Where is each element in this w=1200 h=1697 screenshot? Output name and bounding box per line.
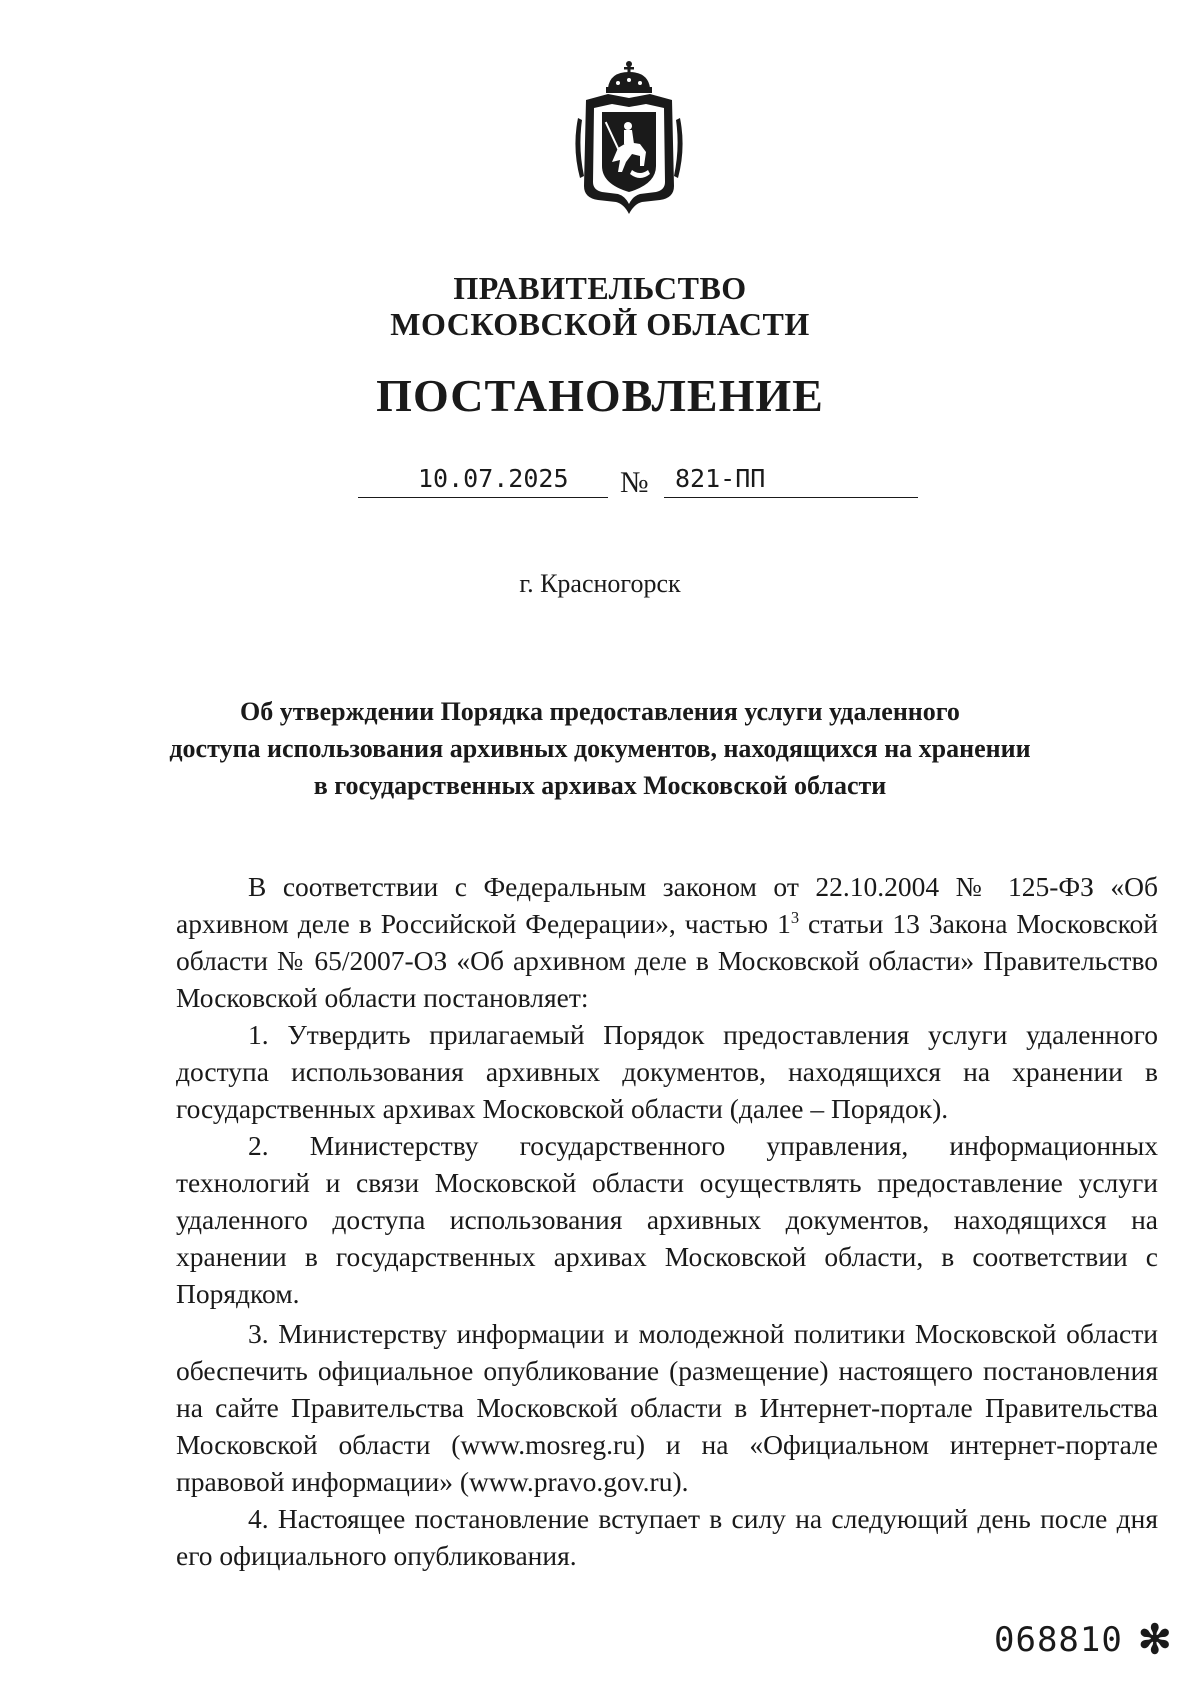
- clause-2: 2. Министерству государственного управления, информационных технологий и связи Московской области осуществлять предоставление услуги удаленного доступа использования архивных документов, находящихся на хранении в государственных архивах Московской области, в соответствии с Порядком.: [176, 1130, 1158, 1309]
- clause-1: 1. Утвердить прилагаемый Порядок предоставления услуги удаленного доступа использования архивных документов, находящихся на хранении в государственных архивах Московской области (далее – Порядок).: [176, 1019, 1158, 1124]
- date-underline: [358, 497, 608, 498]
- preamble-paragraph: [176, 868, 1158, 1016]
- title-line: Об утверждении Порядка предоставления услуги удаленного: [240, 697, 960, 726]
- clause-3: 3. Министерству информации и молодежной политики Московской области обеспечить официальное опубликование (размещение) настоящего постановления на сайте Правительства Московской области в Интернет-портале Правительства Московской области (www.mosreg.ru) и на «Официальном интернет-портале правовой информации» (www.pravo.gov.ru).: [176, 1318, 1158, 1497]
- form-serial-number: 068810: [994, 1620, 1123, 1660]
- authority-name-line2: МОСКОВСКОЙ ОБЛАСТИ: [390, 306, 810, 342]
- moscow-oblast-coat-of-arms-icon: [568, 58, 690, 220]
- authority-name-line1: ПРАВИТЕЛЬСТВО: [453, 270, 747, 306]
- number-underline: [664, 497, 918, 498]
- number-sign: №: [620, 466, 649, 499]
- document-body: [176, 868, 1158, 1574]
- clause-4: 4. Настоящее постановление вступает в силу на следующий день после дня его официального опубликования.: [176, 1503, 1158, 1571]
- document-number: 821-ПП: [675, 464, 766, 493]
- preamble-text-a: В соответствии с Федеральным законом от 22.10.2004 № 125-ФЗ «Об архивном деле в Российской Федерации», частью 1: [176, 871, 1158, 939]
- document-title: [150, 693, 1050, 804]
- preamble-text-b: статьи 13 Закона Московской области № 65/2007-ОЗ «Об архивном деле в Московской области» Правительство Московской области постановляет:: [176, 908, 1159, 1013]
- document-type-heading: ПОСТАНОВЛЕНИЕ: [376, 370, 824, 421]
- title-line: доступа использования архивных документов, находящихся на хранении: [169, 734, 1031, 763]
- serial-star-mark: ✻: [1138, 1617, 1172, 1662]
- document-date: 10.07.2025: [418, 464, 569, 493]
- preamble-superscript: 3: [790, 907, 800, 927]
- title-line: в государственных архивах Московской области: [313, 771, 887, 800]
- issue-city: г. Красногорск: [519, 569, 681, 598]
